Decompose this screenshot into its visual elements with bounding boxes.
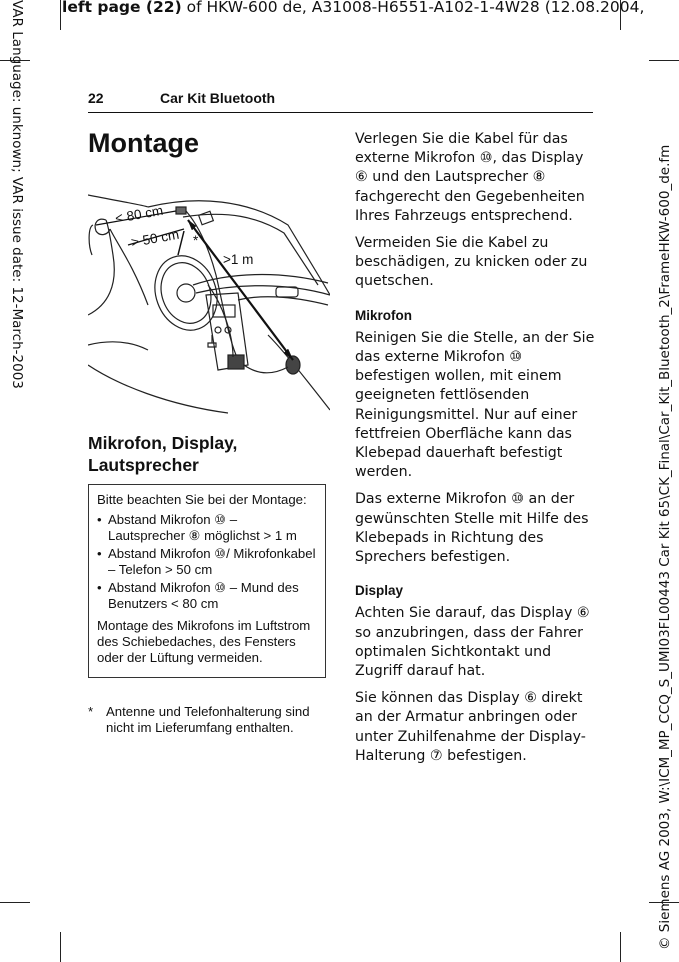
crop-mark	[649, 60, 679, 61]
note-list	[97, 512, 317, 612]
crop-mark	[60, 932, 61, 962]
footnote-marker: *	[88, 704, 94, 719]
list-item: • Abstand Mikrofon ⑩ – Lautsprecher ⑧ möglichst > 1 m	[97, 512, 317, 544]
page-header	[88, 88, 593, 113]
page-number: 22	[88, 90, 104, 106]
car-interior-illustration	[88, 165, 330, 415]
note-intro: Bitte beachten Sie bei der Montage:	[97, 492, 307, 507]
side-info-left: VAR Language: unknown; VAR issue date: 12-March-2003	[9, 0, 25, 389]
note-outro: Montage des Mikrofons im Luftstrom des Schiebedaches, des Fensters oder der Lüftung vermeiden.	[97, 618, 311, 665]
heading-mikrofon-display: Mikrofon, Display, Lautsprecher	[88, 433, 238, 475]
installation-note-box	[88, 484, 326, 678]
label-gt1m: >1 m	[223, 252, 254, 267]
right-column	[355, 130, 595, 774]
list-item: • Abstand Mikrofon ⑩/ Mikrofonkabel – Telefon > 50 cm	[97, 546, 317, 578]
label-gt50: > 50 cm	[129, 226, 181, 250]
header-title: Car Kit Bluetooth	[160, 90, 276, 106]
paragraph: Achten Sie darauf, das Display ⑥ so anzubringen, dass der Fahrer optimalen Sichtkontakt und Zugriff darauf hat.	[355, 605, 590, 680]
footnote-text: Antenne und Telefonhalterung sind nicht im Lieferumfang enthalten.	[106, 704, 310, 735]
print-info-line: left page (22) of HKW-600 de, A31008-H6551-A102-1-4W28 (12.08.2004,	[62, 0, 645, 16]
paragraph: Verlegen Sie die Kabel für das externe Mikrofon ⑩, das Display ⑥ und den Lautsprecher ⑧ fachgerecht den Gegebenheiten Ihres Fahrzeugs entsprechend.	[355, 131, 585, 224]
crop-mark	[60, 0, 61, 30]
paragraph: Vermeiden Sie die Kabel zu beschädigen, zu knicken oder zu quetschen.	[355, 235, 588, 290]
paragraph: Das externe Mikrofon ⑩ an der gewünschten Stelle mit Hilfe des Klebepads in Richtung des Sprechers befestigen.	[355, 491, 589, 566]
crop-mark	[620, 932, 621, 962]
list-item: • Abstand Mikrofon ⑩ – Mund des Benutzers < 80 cm	[97, 580, 317, 612]
side-info-right: © Siemens AG 2003, W:\ICM_MP_CCQ_S_UMI03FL00443 Car Kit 65\CK_Final\Car_Kit_Bluetooth_2\FrameHKW-600_de.fm	[657, 144, 673, 950]
footnote	[88, 704, 328, 736]
label-lt80: < 80 cm	[113, 202, 165, 226]
subheading-mikrofon: Mikrofon	[355, 307, 412, 323]
label-star: *	[193, 233, 199, 248]
paragraph: Sie können das Display ⑥ direkt an der Armatur anbringen oder unter Zuhilfenahme der Display-Halterung ⑦ befestigen.	[355, 690, 586, 764]
subheading-display: Display	[355, 583, 404, 599]
paragraph: Reinigen Sie die Stelle, an der Sie das externe Mikrofon ⑩ befestigen wollen, mit einem geeigneten fettlösenden Reinigungsmittel. Nur auf einer fettfreien Oberfläche kann das Klebepad dauerhaft befestigt werden.	[355, 329, 595, 481]
heading-montage: Montage	[88, 128, 199, 158]
